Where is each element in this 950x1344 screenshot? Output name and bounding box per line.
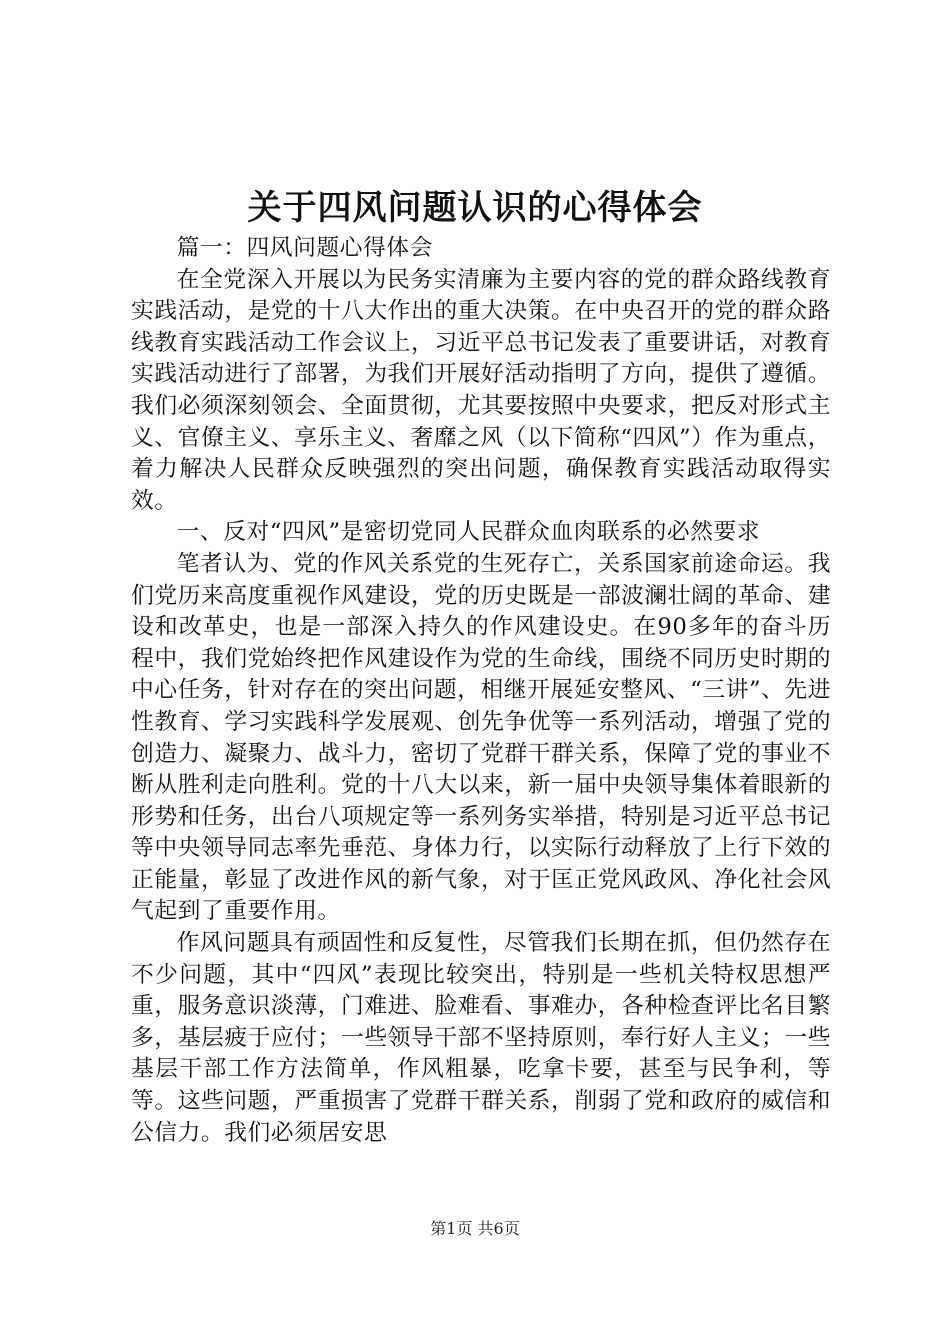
document-body — [131, 233, 831, 1149]
section-subtitle: 篇一：四风问题心得体会 — [176, 235, 433, 261]
paragraph-problems: 作风问题具有顽固性和反复性，尽管我们长期在抓，但仍然存在不少问题，其中“四风”表现比较突出，特别是一些机关特权思想严重，服务意识淡薄，门难进、脸难看、事难办，各种检查评比名目繁多，基层疲于应付；一些领导干部不坚持原则，奉行好人主义；一些基层干部工作方法简单，作风粗暴，吃拿卡要，甚至与民争利，等等。这些问题，严重损害了党群干群关系，削弱了党和政府的威信和公信力。我们必须居安思 — [131, 930, 831, 1146]
section-heading-one: 一、反对“四风”是密切党同人民群众血肉联系的必然要求 — [176, 519, 761, 546]
page-footer: 第1页 共6页 — [430, 1219, 520, 1238]
document-title: 关于四风问题认识的心得体会 — [247, 188, 703, 228]
paragraph-history: 笔者认为、党的作风关系党的生死存亡，关系国家前途命运。我们党历来高度重视作风建设，党的历史既是一部波澜壮阔的革命、建设和改革史，也是一部深入持久的作风建设史。在90多年的奋斗历程中，我们党始终把作风建设作为党的生命线，围绕不同历史时期的中心任务，针对存在的突出问题，相继开展延安整风、“三讲”、先进性教育、学习实践科学发展观、创先争优等一系列活动，增强了党的创造力、凝聚力、战斗力，密切了党群干群关系，保障了党的事业不断从胜利走向胜利。党的十八大以来，新一届中央领导集体着眼新的形势和任务，出台八项规定等一系列务实举措，特别是习近平总书记等中央领导同志率先垂范、身体力行，以实际行动释放了上行下效的正能量，彰显了改进作风的新气象，对于匡正党风政风、净化社会风气起到了重要作用。 — [131, 550, 831, 925]
paragraph-intro: 在全党深入开展以为民务实清廉为主要内容的党的群众路线教育实践活动，是党的十八大作出的重大决策。在中央召开的党的群众路线教育实践活动工作会议上，习近平总书记发表了重要讲话，对教育实践活动进行了部署，为我们开展好活动指明了方向，提供了遵循。我们必须深刻领会、全面贯彻，尤其要按照中央要求，把反对形式主义、官僚主义、享乐主义、奢靡之风（以下简称“四风”）作为重点，着力解决人民群众反映强烈的突出问题，确保教育实践活动取得实效。 — [131, 266, 831, 514]
